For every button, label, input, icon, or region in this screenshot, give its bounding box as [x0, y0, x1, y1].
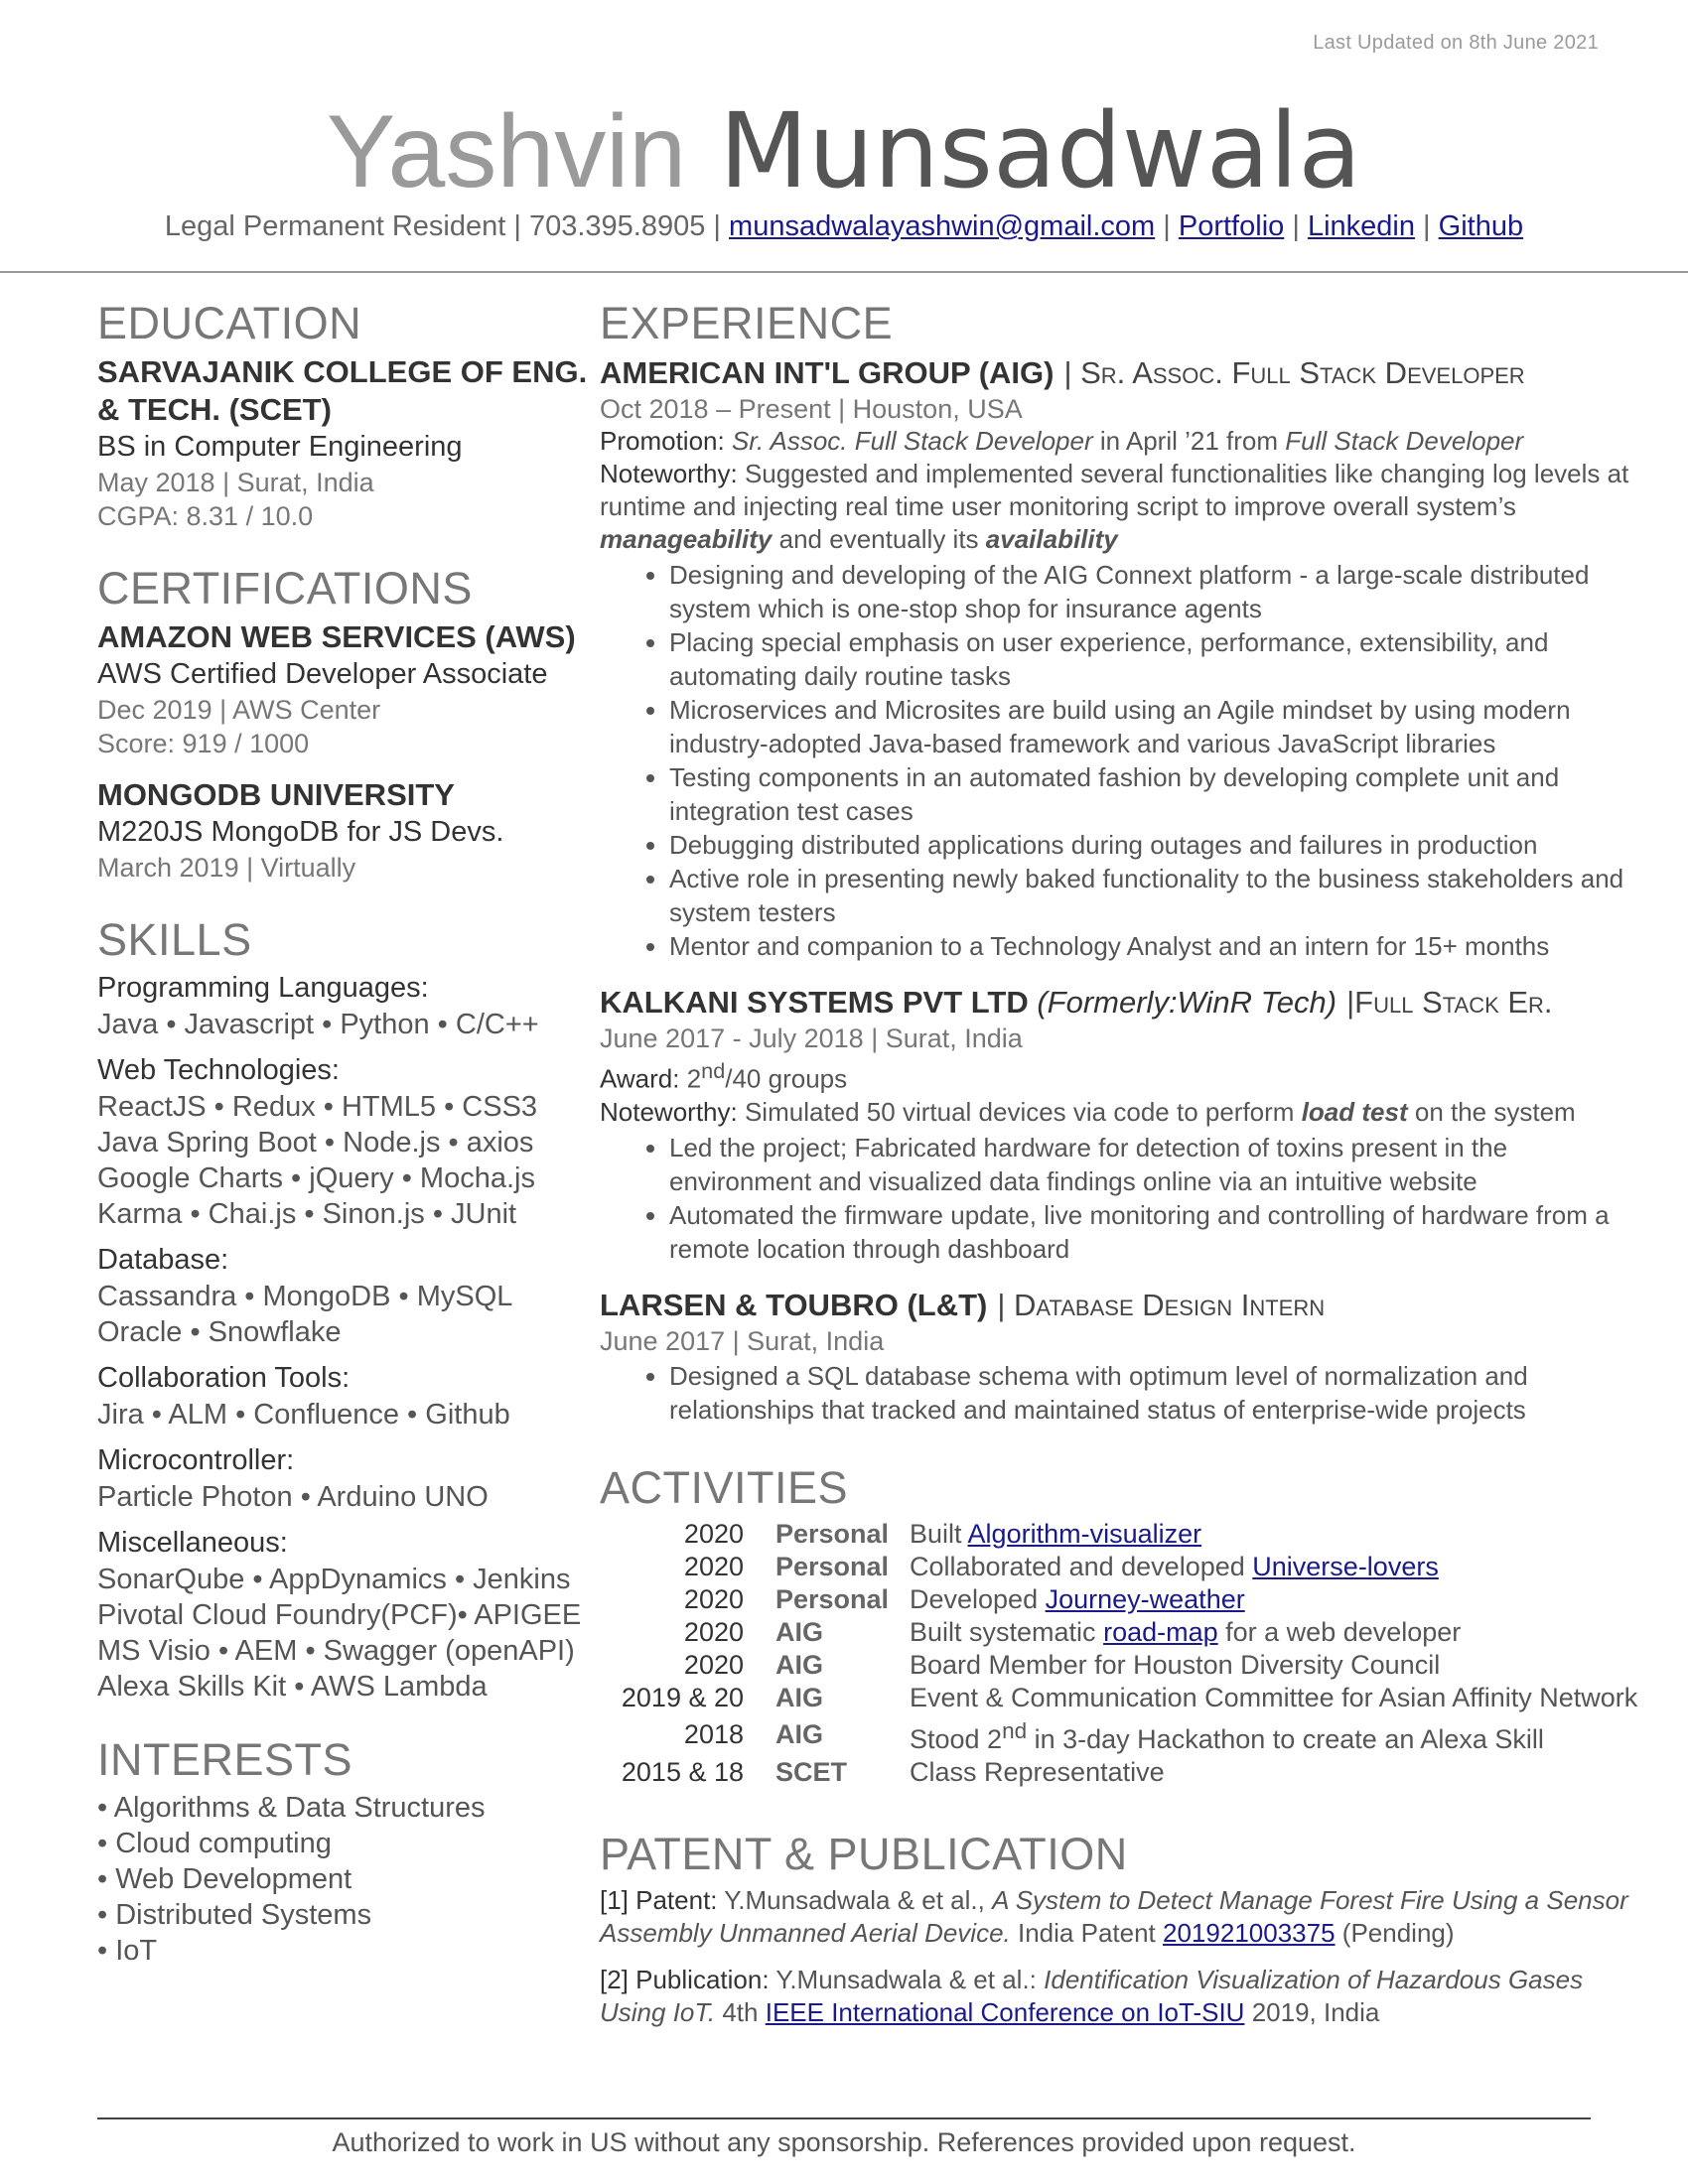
activities-section	[600, 1462, 1652, 1789]
interests-section	[97, 1734, 594, 1969]
list-item: • Testing components in an automated fashion by developing complete unit and integration test cases	[669, 760, 1652, 828]
certifications-section	[97, 563, 594, 885]
cert-item	[97, 776, 594, 885]
table-row: 2020 Personal Collaborated and developed Universe-lovers	[683, 1551, 1439, 1581]
section-title: EXPERIENCE	[600, 298, 894, 348]
education-section	[97, 298, 594, 533]
list-item: • Debugging distributed applications during outages and failures in production	[669, 828, 1652, 862]
header-divider	[0, 271, 1688, 273]
job-kalkani	[600, 983, 1652, 1266]
section-title: CERTIFICATIONS	[97, 563, 473, 614]
job-date: Oct 2018 – Present | Houston, USA	[600, 394, 1023, 424]
list-item: • Mentor and companion to a Technology Analyst and an intern for 15+ months	[669, 929, 1652, 963]
job-lt	[600, 1286, 1652, 1427]
section-title: SKILLS	[97, 914, 252, 965]
company-name: LARSEN & TOUBRO (L&T)	[600, 1287, 988, 1322]
skills-section	[97, 914, 594, 1705]
former-name: (Formerly:WinR Tech)	[1037, 985, 1337, 1020]
skill-line: Google Charts • jQuery • Mocha.js	[97, 1162, 535, 1194]
company-name: KALKANI SYSTEMS PVT LTD	[600, 985, 1029, 1020]
publication-item: [2] Publication: Y.Munsadwala & et al.: Identification Visualization of Hazardous Gases Using IoT. 4th IEEE International Conference on IoT-SIU 2019, India	[600, 1964, 1584, 2027]
skill-line: ReactJS • Redux • HTML5 • CSS3	[97, 1091, 538, 1123]
patent-item: [1] Patent: Y.Munsadwala & et al., A System to Detect Manage Forest Fire Using a Sensor Assembly Unmanned Aerial Device. India Patent 201921003375 (Pending)	[600, 1884, 1628, 1948]
cert-name: M220JS MongoDB for JS Devs.	[97, 816, 504, 848]
patents-section	[600, 1829, 1652, 2029]
first-name: Yashvin	[326, 94, 687, 209]
job-date: June 2017 | Surat, India	[600, 1325, 885, 1356]
table-row: 2020 Personal Built Algorithm-visualizer	[683, 1518, 1202, 1549]
skill-line: MS Visio • AEM • Swagger (openAPI)	[97, 1635, 575, 1667]
section-title: INTERESTS	[97, 1734, 353, 1785]
activity-link[interactable]: Algorithm-visualizer	[967, 1518, 1202, 1549]
skill-heading: Collaboration Tools:	[97, 1362, 351, 1394]
conference-link[interactable]: IEEE International Conference on IoT-SIU	[765, 1996, 1245, 2027]
section-title: PATENT & PUBLICATION	[600, 1828, 1128, 1879]
list-item: • Designing and developing of the AIG Connext platform - a large-scale distributed system which is one-stop shop for insurance agents	[669, 558, 1652, 625]
github-link[interactable]: Github	[1438, 210, 1524, 242]
skill-line: SonarQube • AppDynamics • Jenkins	[97, 1564, 571, 1595]
cert-org: MONGODB UNIVERSITY	[97, 777, 455, 812]
activity-link[interactable]: road-map	[1103, 1616, 1218, 1647]
job-role: | Database Design Intern	[997, 1287, 1326, 1322]
skill-heading: Database:	[97, 1244, 229, 1276]
last-name: Munsadwala	[719, 90, 1362, 211]
edu-date: May 2018 | Surat, India	[97, 468, 374, 497]
patent-link[interactable]: 201921003375	[1163, 1917, 1336, 1948]
skill-line: Java • Javascript • Python • C/C++	[97, 1009, 539, 1040]
skill-line: Java Spring Boot • Node.js • axios	[97, 1127, 534, 1159]
email-link[interactable]: munsadwalayashwin@gmail.com	[729, 210, 1156, 242]
table-row: 2020 Personal Developed Journey-weather	[683, 1583, 1245, 1614]
skill-heading: Microcontroller:	[97, 1444, 295, 1476]
activity-link[interactable]: Journey-weather	[1045, 1583, 1245, 1614]
skill-heading: Web Technologies:	[97, 1054, 340, 1086]
contact-line: Legal Permanent Resident | 703.395.8905 | munsadwalayashwin@gmail.com | Portfolio | Linkedin | Github	[164, 210, 1524, 242]
last-updated: Last Updated on 8th June 2021	[1313, 32, 1599, 54]
job-role: | Sr. Assoc. Full Stack Developer	[1063, 355, 1525, 390]
list-item: • Microservices and Microsites are build using an Agile mindset by using modern industry-adopted Java-based framework and various JavaScript libraries	[669, 693, 1652, 760]
school-name: SARVAJANIK COLLEGE OF ENG. & TECH. (SCET)	[97, 354, 588, 427]
cert-score: Score: 919 / 1000	[97, 729, 310, 758]
linkedin-link[interactable]: Linkedin	[1307, 210, 1415, 242]
skill-heading: Programming Languages:	[97, 972, 429, 1004]
degree: BS in Computer Engineering	[97, 431, 463, 463]
award-line: Award: 2nd/40 groups	[600, 1058, 848, 1094]
footer-divider	[97, 2117, 1591, 2119]
portfolio-link[interactable]: Portfolio	[1178, 210, 1285, 242]
left-column	[97, 298, 594, 1998]
job-bullets	[600, 1359, 1652, 1427]
list-item: • Placing special emphasis on user experience, performance, extensibility, and automating daily routine tasks	[669, 625, 1652, 693]
interest-item: • Cloud computing	[97, 1828, 332, 1859]
job-aig	[600, 353, 1652, 963]
cert-org: AMAZON WEB SERVICES (AWS)	[97, 619, 576, 654]
skill-line: Alexa Skills Kit • AWS Lambda	[97, 1671, 488, 1703]
table-row: 2015 & 18 SCET Class Representative	[621, 1756, 1165, 1787]
section-title: EDUCATION	[97, 298, 362, 348]
activities-table	[600, 1518, 1637, 1789]
residency-status: Legal Permanent Resident	[164, 210, 506, 242]
list-item: • Automated the firmware update, live monitoring and controlling of hardware from a remote location through dashboard	[669, 1198, 1652, 1266]
section-title: ACTIVITIES	[600, 1461, 849, 1513]
cert-date: Dec 2019 | AWS Center	[97, 695, 381, 725]
table-row: 2018 AIG Stood 2nd in 3-day Hackathon to create an Alexa Skill	[683, 1717, 1544, 1754]
job-header	[600, 1286, 1652, 1325]
cert-name: AWS Certified Developer Associate	[97, 658, 548, 690]
skill-line: Jira • ALM • Confluence • Github	[97, 1399, 510, 1431]
list-item: • Active role in presenting newly baked functionality to the business stakeholders and system testers	[669, 862, 1652, 929]
interest-item: • Web Development	[97, 1863, 352, 1895]
list-item: • Designed a SQL database schema with optimum level of normalization and relationships that tracked and maintained status of enterprise-wide projects	[669, 1359, 1652, 1427]
company-name: AMERICAN INT'L GROUP (AIG)	[600, 355, 1055, 390]
cgpa: CGPA: 8.31 / 10.0	[97, 501, 314, 531]
footer-note: Authorized to work in US without any sponsorship. References provided upon request.	[332, 2127, 1356, 2157]
job-bullets	[600, 558, 1652, 963]
table-row: 2019 & 20 AIG Event & Communication Committee for Asian Affinity Network	[621, 1682, 1638, 1712]
list-item: • Led the project; Fabricated hardware for detection of toxins present in the environment and visualized data findings online via an intuitive website	[669, 1131, 1652, 1198]
job-header	[600, 353, 1652, 393]
right-column	[600, 298, 1652, 2043]
job-header	[600, 983, 1652, 1023]
promotion-line: Promotion: Sr. Assoc. Full Stack Developer in April ’21 from Full Stack Developer	[600, 426, 1524, 456]
table-row: 2020 AIG Built systematic road-map for a web developer	[683, 1616, 1462, 1647]
skill-line: Particle Photon • Arduino UNO	[97, 1481, 489, 1513]
skill-line: Cassandra • MongoDB • MySQL	[97, 1281, 513, 1312]
noteworthy-line: Noteworthy: Simulated 50 virtual devices via code to perform load test on the system	[600, 1096, 1576, 1127]
skill-heading: Miscellaneous:	[97, 1527, 288, 1559]
table-row: 2020 AIG Board Member for Houston Diversity Council	[683, 1649, 1441, 1680]
job-bullets	[600, 1131, 1652, 1266]
phone: 703.395.8905	[528, 210, 706, 242]
activity-link[interactable]: Universe-lovers	[1252, 1551, 1439, 1581]
skill-line: Karma • Chai.js • Sinon.js • JUnit	[97, 1198, 517, 1230]
skill-line: Oracle • Snowflake	[97, 1316, 342, 1348]
interest-item: • IoT	[97, 1935, 158, 1967]
interest-item: • Distributed Systems	[97, 1899, 372, 1931]
job-role: |Full Stack Er.	[1346, 985, 1553, 1020]
skill-line: Pivotal Cloud Foundry(PCF)• APIGEE	[97, 1599, 582, 1631]
resume-name	[0, 90, 1688, 211]
job-date: June 2017 - July 2018 | Surat, India	[600, 1024, 1023, 1053]
cert-date: March 2019 | Virtually	[97, 853, 356, 883]
interest-item: • Algorithms & Data Structures	[97, 1792, 486, 1824]
noteworthy-line: Noteworthy: Suggested and implemented several functionalities like changing log levels at runtime and injecting real time user monitoring script to improve overall system’s manageability and eventually its availability	[600, 459, 1629, 554]
cert-item	[97, 618, 594, 760]
